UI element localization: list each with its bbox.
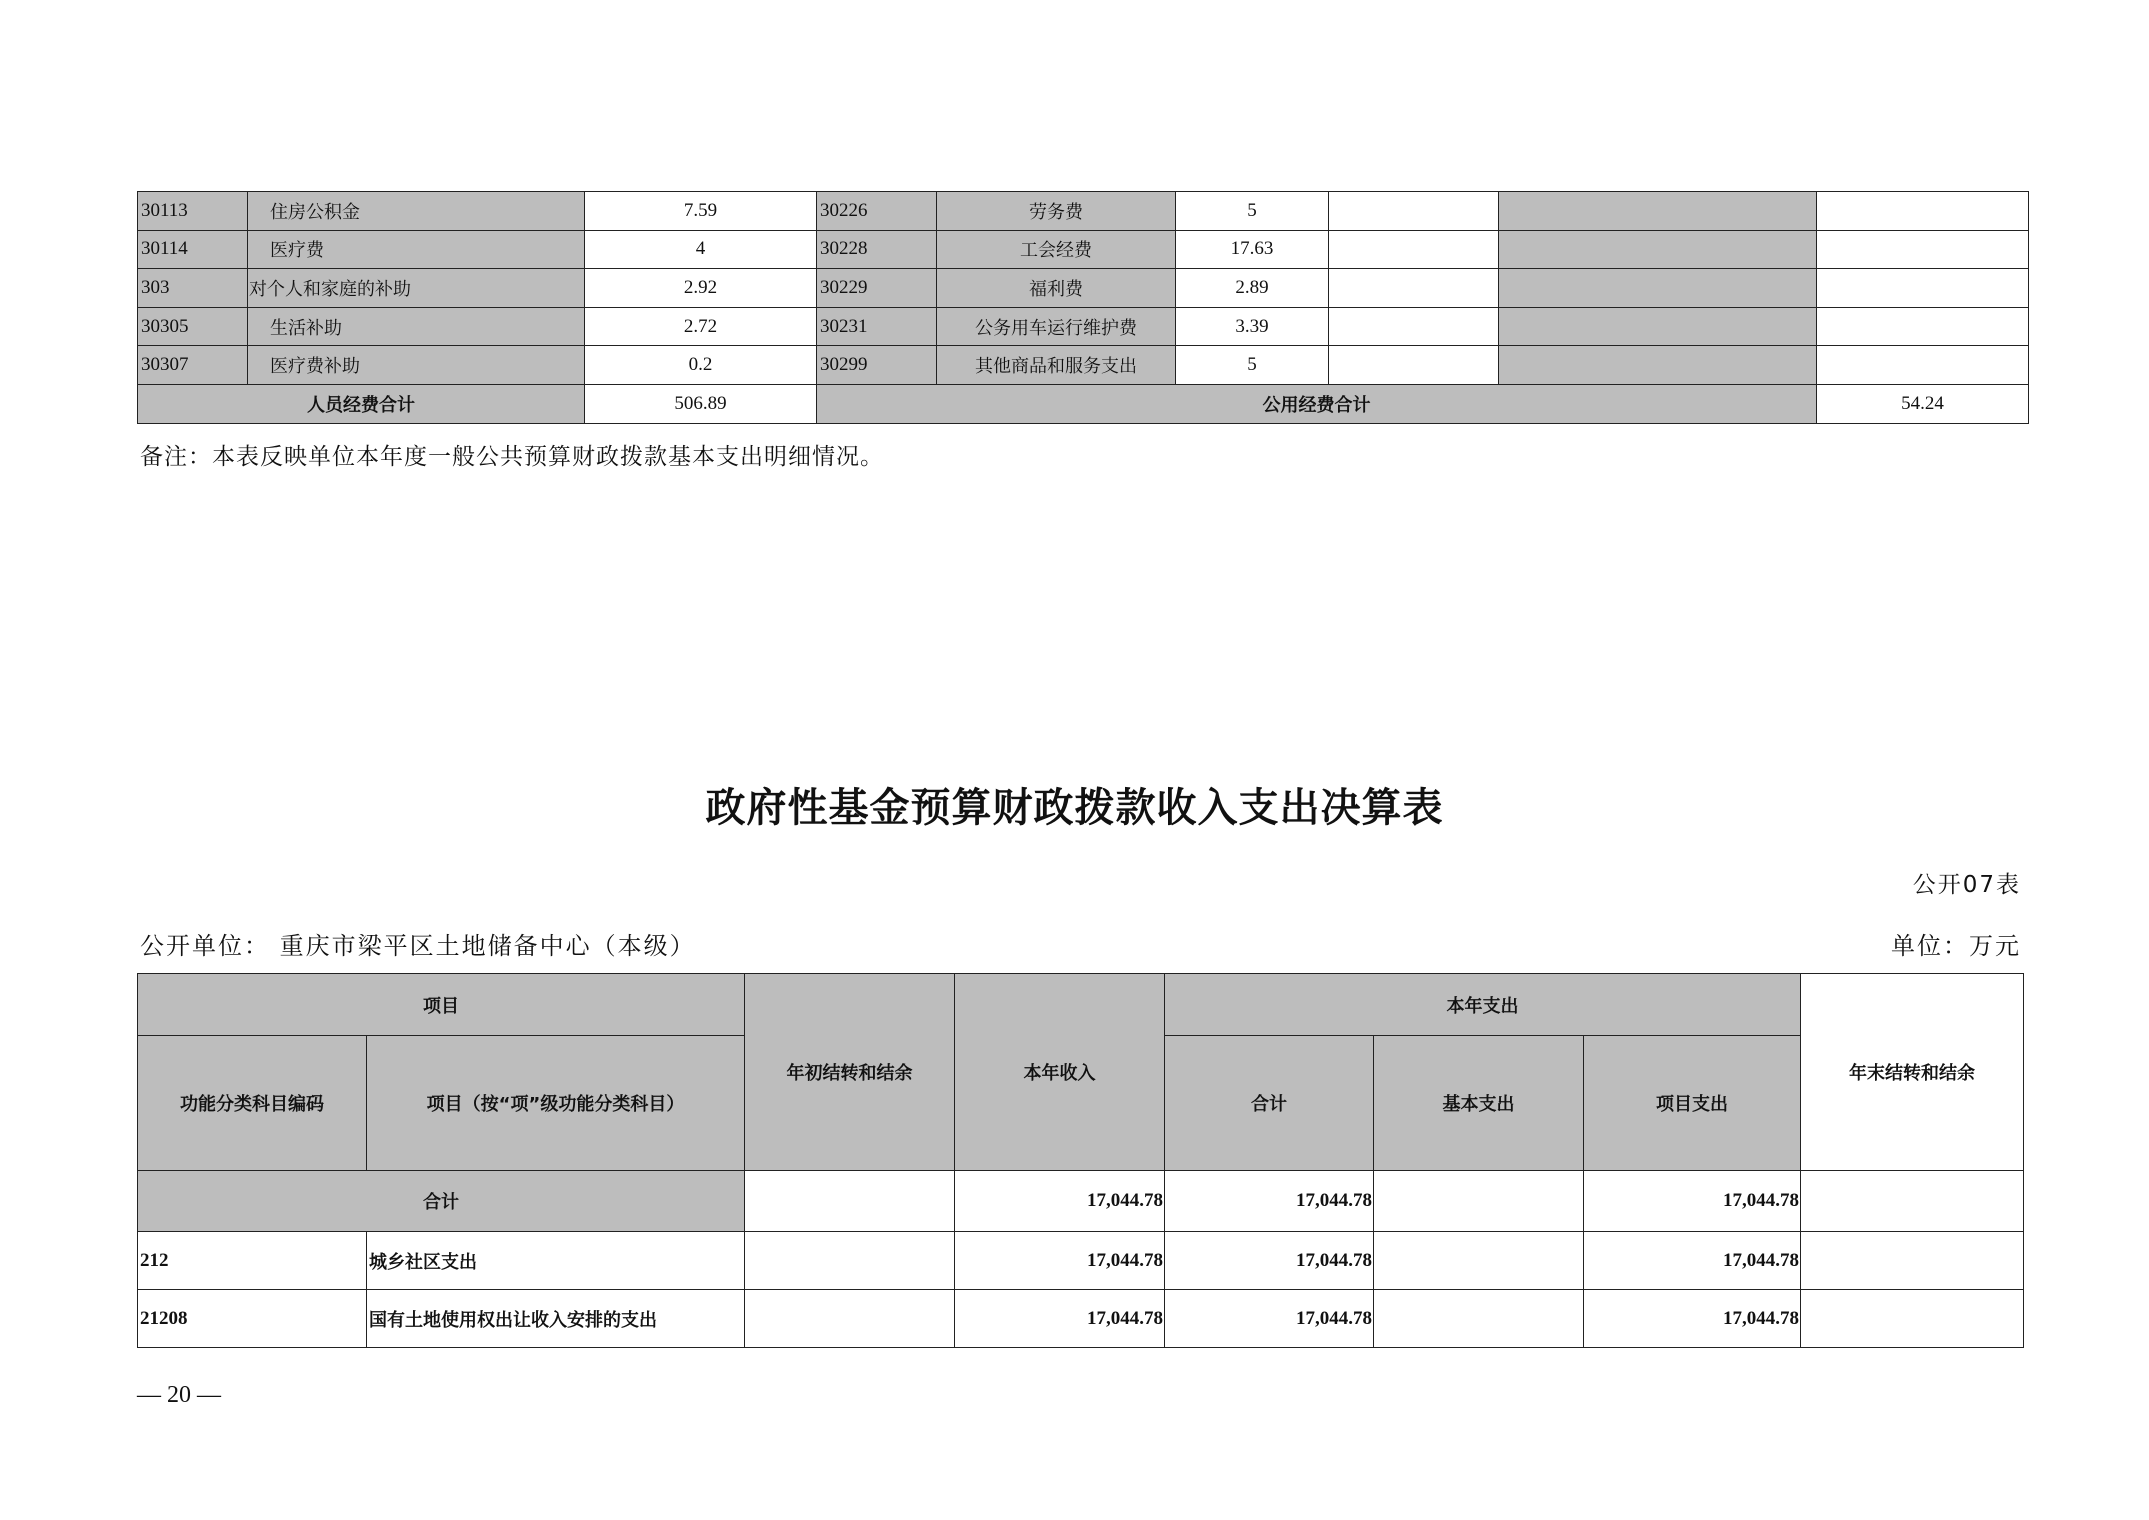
end-balance	[1801, 1232, 2024, 1290]
public-total-label: 公用经费合计	[817, 384, 1817, 423]
econ-name: 其他商品和服务支出	[937, 346, 1176, 385]
expense-basic	[1374, 1290, 1584, 1348]
total-project: 17,044.78	[1584, 1171, 1801, 1232]
expense-basic	[1374, 1232, 1584, 1290]
econ-value: 2.89	[1176, 269, 1329, 308]
econ-value: 3.39	[1176, 307, 1329, 346]
empty-cell	[1499, 307, 1817, 346]
reporting-unit: 公开单位： 重庆市梁平区土地储备中心（本级）	[140, 932, 696, 960]
total-row	[138, 384, 2029, 423]
income: 17,044.78	[955, 1232, 1165, 1290]
econ-code: 30226	[817, 192, 937, 231]
function-code: 212	[138, 1232, 367, 1290]
header-item-name: 项目（按“项”级功能分类科目）	[367, 1036, 745, 1171]
empty-cell	[1817, 230, 2029, 269]
econ-name: 公务用车运行维护费	[937, 307, 1176, 346]
econ-value: 2.72	[585, 307, 817, 346]
table-row	[138, 192, 2029, 231]
empty-cell	[1329, 307, 1499, 346]
currency-unit: 单位：万元	[1891, 932, 2021, 960]
header-row	[138, 974, 2024, 1036]
econ-value: 5	[1176, 346, 1329, 385]
begin-balance	[745, 1290, 955, 1348]
econ-value: 0.2	[585, 346, 817, 385]
econ-name: 生活补助	[248, 307, 585, 346]
econ-code: 30299	[817, 346, 937, 385]
function-name: 国有土地使用权出让收入安排的支出	[367, 1290, 745, 1348]
begin-balance	[745, 1232, 955, 1290]
empty-cell	[1329, 230, 1499, 269]
empty-cell	[1329, 192, 1499, 231]
total-expense: 17,044.78	[1165, 1171, 1374, 1232]
total-row	[138, 1171, 2024, 1232]
econ-name: 住房公积金	[248, 192, 585, 231]
econ-value: 2.92	[585, 269, 817, 308]
empty-cell	[1817, 192, 2029, 231]
econ-name: 劳务费	[937, 192, 1176, 231]
table-note: 备注：本表反映单位本年度一般公共预算财政拨款基本支出明细情况。	[140, 444, 884, 470]
function-name: 城乡社区支出	[367, 1232, 745, 1290]
form-number: 公开07表	[1912, 872, 2021, 898]
table-row	[138, 307, 2029, 346]
table-row	[138, 230, 2029, 269]
econ-name: 医疗费补助	[248, 346, 585, 385]
government-fund-table	[137, 973, 2024, 1348]
econ-code: 30114	[138, 230, 248, 269]
personnel-total-label: 人员经费合计	[138, 384, 585, 423]
header-expense: 本年支出	[1165, 974, 1801, 1036]
income: 17,044.78	[955, 1290, 1165, 1348]
empty-cell	[1499, 192, 1817, 231]
empty-cell	[1329, 346, 1499, 385]
expense-project: 17,044.78	[1584, 1290, 1801, 1348]
header-item: 项目	[138, 974, 745, 1036]
econ-value: 5	[1176, 192, 1329, 231]
empty-cell	[1499, 230, 1817, 269]
header-total: 合计	[1165, 1036, 1374, 1171]
header-code: 功能分类科目编码	[138, 1036, 367, 1171]
econ-name: 福利费	[937, 269, 1176, 308]
empty-cell	[1817, 307, 2029, 346]
header-project: 项目支出	[1584, 1036, 1801, 1171]
header-begin-balance: 年初结转和结余	[745, 974, 955, 1171]
table-row	[138, 1290, 2024, 1348]
total-end	[1801, 1171, 2024, 1232]
total-label: 合计	[138, 1171, 745, 1232]
econ-code: 30228	[817, 230, 937, 269]
end-balance	[1801, 1290, 2024, 1348]
header-basic: 基本支出	[1374, 1036, 1584, 1171]
econ-name: 医疗费	[248, 230, 585, 269]
econ-value: 7.59	[585, 192, 817, 231]
total-basic	[1374, 1171, 1584, 1232]
empty-cell	[1499, 346, 1817, 385]
econ-value: 4	[585, 230, 817, 269]
table-row	[138, 346, 2029, 385]
basic-expenditure-detail-table	[137, 191, 2029, 424]
expense-total: 17,044.78	[1165, 1290, 1374, 1348]
page-number: — 20 —	[137, 1382, 221, 1408]
econ-value: 17.63	[1176, 230, 1329, 269]
total-begin	[745, 1171, 955, 1232]
empty-cell	[1329, 269, 1499, 308]
function-code: 21208	[138, 1290, 367, 1348]
econ-code: 30307	[138, 346, 248, 385]
empty-cell	[1817, 346, 2029, 385]
total-income: 17,044.78	[955, 1171, 1165, 1232]
econ-code: 30305	[138, 307, 248, 346]
econ-name: 对个人和家庭的补助	[248, 269, 585, 308]
header-income: 本年收入	[955, 974, 1165, 1171]
econ-code: 30113	[138, 192, 248, 231]
empty-cell	[1499, 269, 1817, 308]
econ-name: 工会经费	[937, 230, 1176, 269]
econ-code: 30231	[817, 307, 937, 346]
econ-code: 303	[138, 269, 248, 308]
header-end-balance: 年末结转和结余	[1801, 974, 2024, 1171]
page-title: 政府性基金预算财政拨款收入支出决算表	[705, 785, 1444, 831]
econ-code: 30229	[817, 269, 937, 308]
table-row	[138, 269, 2029, 308]
expense-project: 17,044.78	[1584, 1232, 1801, 1290]
public-total-value: 54.24	[1817, 384, 2029, 423]
expense-total: 17,044.78	[1165, 1232, 1374, 1290]
table-row	[138, 1232, 2024, 1290]
empty-cell	[1817, 269, 2029, 308]
personnel-total-value: 506.89	[585, 384, 817, 423]
